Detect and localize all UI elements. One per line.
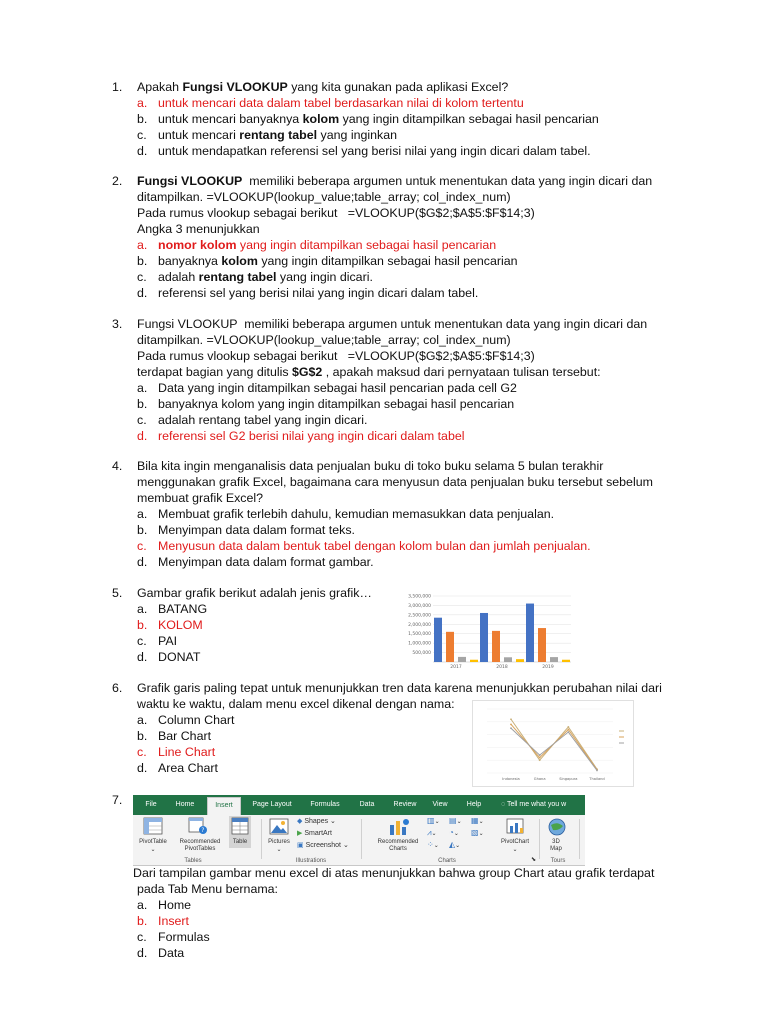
data-point [510, 718, 512, 720]
statistic-chart-dropdown[interactable]: ▦⌄ [471, 816, 484, 825]
option-c[interactable]: c. adalah rentang tabel yang ingin dicari. [137, 413, 368, 427]
y-tick-label: 1,500,000 [408, 632, 431, 638]
option-b[interactable]: b. untuk mencari banyaknya kolom yang ingin ditampilkan sebagai hasil pencarian [137, 112, 599, 126]
tab-review[interactable]: Review [393, 801, 417, 808]
option-d[interactable]: d. referensi sel yang berisi nilai yang ingin dicari dalam tabel. [137, 286, 479, 300]
option-c[interactable]: c. Formulas [137, 930, 210, 944]
chevron-down-icon: ⌄ [150, 847, 156, 853]
option-d[interactable]: d. referensi sel G2 berisi nilai yang ingin dicari dalam tabel [137, 429, 465, 443]
question-stem: Dari tampilan gambar menu excel di atas menunjukkan bahwa group Chart atau grafik terdapat [133, 866, 655, 880]
x-tick-label: Thailand [589, 777, 605, 781]
lightbulb-icon: ◌ [501, 801, 507, 808]
question-stem-line: waktu ke waktu, dalam menu excel dikenal dengan nama: [137, 697, 455, 711]
table-icon[interactable] [231, 817, 249, 835]
tab-formulas[interactable]: Formulas [310, 801, 340, 808]
recommended-pivottables-button[interactable]: Recommended PivotTables [179, 839, 221, 852]
option-b[interactable]: b. Insert [137, 914, 189, 928]
bar [434, 618, 442, 662]
column-chart-dropdown[interactable]: ▥⌄ [427, 816, 440, 825]
option-c[interactable]: c. adalah rentang tabel yang ingin dicari. [137, 270, 373, 284]
bar [538, 628, 546, 662]
x-tick-label: Indonesia [502, 777, 520, 781]
line-chart-dropdown[interactable]: ⩘⌄ [427, 828, 437, 837]
chevron-down-icon: ⌄ [512, 847, 518, 853]
question-number: 5. [112, 586, 123, 600]
shapes-button[interactable]: ◆ Shapes ⌄ [297, 818, 336, 825]
pictures-button[interactable]: Pictures [268, 839, 290, 845]
group-separator [261, 819, 262, 859]
data-point [567, 729, 569, 731]
question-stem: Fungsi VLOOKUP memiliki beberapa argumen untuk menentukan data yang ingin dicari dan [137, 317, 648, 331]
excel-ribbon [133, 795, 585, 866]
question-number: 7. [112, 793, 123, 807]
data-point [567, 731, 569, 733]
option-a[interactable]: a. BATANG [137, 602, 208, 616]
question-stem-line: Angka 3 menunjukkan [137, 222, 260, 236]
option-c[interactable]: c. PAI [137, 634, 178, 648]
shapes-icon: ◆ [297, 818, 303, 825]
pivottable-button[interactable]: PivotTable [139, 839, 167, 845]
line-chart-image [472, 700, 634, 787]
y-tick-label: 2,000,000 [408, 622, 431, 628]
chevron-down-icon: ⌄ [276, 847, 282, 853]
bar [504, 657, 512, 662]
table-button[interactable]: Table [232, 839, 248, 845]
question-number: 1. [112, 80, 123, 94]
3d-map-icon[interactable] [547, 817, 567, 837]
group-label-illustrations: Illustrations [295, 858, 327, 864]
option-a[interactable]: a. untuk mencari data dalam tabel berdasarkan nilai di kolom tertentu [137, 96, 524, 110]
data-point [596, 770, 598, 772]
group-separator [361, 819, 362, 859]
question-stem: Bila kita ingin menganalisis data penjualan buku di toko buku selama 5 bulan terakhir [137, 459, 604, 473]
question-stem: Gambar grafik berikut adalah jenis grafik… [137, 586, 372, 600]
y-tick-label: 3,500,000 [408, 594, 431, 600]
tab-file[interactable]: File [145, 801, 157, 808]
recommended-pivottables-icon[interactable] [188, 817, 208, 835]
question-stem-line: terdapat bagian yang ditulis $G$2 , apakah maksud dari pernyataan tulisan tersebut: [137, 365, 601, 379]
tab-view[interactable]: View [432, 801, 448, 808]
question-stem-line: menggunakan grafik Excel, bagaimana cara menyusun data penjualan buku tersebut sebelum [137, 475, 653, 489]
group-label-tours: Tours [550, 858, 566, 864]
recommended-charts-button[interactable]: Recommended Charts [377, 839, 419, 852]
option-b[interactable]: b. banyaknya kolom yang ingin ditampilkan sebagai hasil pencarian [137, 254, 518, 268]
x-tick-label: 2019 [542, 665, 554, 670]
option-a[interactable]: a. Home [137, 898, 192, 912]
tab-insert[interactable]: Insert [207, 797, 241, 815]
data-point [510, 723, 512, 725]
combo-chart-dropdown[interactable]: ▧⌄ [471, 828, 484, 837]
pivotchart-button[interactable]: PivotChart [500, 839, 529, 845]
option-d[interactable]: d. Data [137, 946, 185, 960]
bar [550, 657, 558, 662]
smartart-button[interactable]: ▶ SmartArt [297, 830, 332, 837]
option-d[interactable]: d. untuk mendapatkan referensi sel yang berisi nilai yang ingin dicari dalam tabel. [137, 144, 591, 158]
column-chart-image [399, 588, 575, 670]
bar [516, 659, 524, 662]
bar [562, 660, 570, 662]
tab-page-layout[interactable]: Page Layout [252, 801, 292, 808]
bar [492, 631, 500, 662]
x-tick-label: 2017 [450, 665, 462, 670]
data-point [539, 754, 541, 756]
option-d[interactable]: d. DONAT [137, 650, 201, 664]
question-stem-line: ditampilkan. =VLOOKUP(lookup_value;table_array; col_index_num) [137, 190, 511, 204]
option-b[interactable]: b. banyaknya kolom yang ingin ditampilkan sebagai hasil pencarian [137, 397, 515, 411]
option-a[interactable]: a. nomor kolom yang ingin ditampilkan sebagai hasil pencarian [137, 238, 497, 252]
option-c[interactable]: c. untuk mencari rentang tabel yang inginkan [137, 128, 397, 142]
option-a[interactable]: a. Membuat grafik terlebih dahulu, kemudian memasukkan data penjualan. [137, 507, 555, 521]
svg-text:?: ? [201, 827, 205, 834]
series-line [511, 724, 597, 769]
x-tick-label: Singapura [559, 777, 578, 781]
option-b[interactable]: b. Bar Chart [137, 729, 212, 743]
bar [480, 613, 488, 662]
line-chart-svg [473, 701, 633, 786]
pivotchart-icon[interactable] [505, 817, 527, 837]
bar [470, 660, 478, 662]
option-d[interactable]: d. Area Chart [137, 761, 218, 775]
y-tick-label: 2,500,000 [408, 613, 431, 619]
data-point [539, 757, 541, 759]
group-label-tables: Tables [184, 858, 202, 864]
column-chart-svg [399, 588, 575, 670]
y-tick-label: 500,000 [412, 651, 431, 657]
ribbon-tab-bar [133, 795, 585, 815]
question-stem: Fungsi VLOOKUP memiliki beberapa argumen untuk menentukan data yang ingin dicari dan [137, 174, 653, 188]
question-number: 3. [112, 317, 123, 331]
option-a[interactable]: a. Column Chart [137, 713, 235, 727]
tab-data[interactable]: Data [359, 801, 375, 808]
option-c[interactable]: c. Line Chart [137, 745, 216, 759]
data-point [510, 727, 512, 729]
tab-help[interactable]: Help [466, 801, 482, 808]
scatter-chart-dropdown[interactable]: ⁘⌄ [427, 840, 439, 849]
option-c[interactable]: c. Menyusun data dalam bentuk tabel dengan kolom bulan dan jumlah penjualan. [137, 539, 591, 553]
question-stem-line: Pada rumus vlookup sebagai berikut =VLOOKUP($G$2;$A$5:$F$14;3) [137, 206, 535, 220]
tab-home[interactable]: Home [175, 801, 195, 808]
data-point [567, 726, 569, 728]
question-number: 2. [112, 174, 123, 188]
screenshot-button[interactable]: ▣ Screenshot ⌄ [297, 842, 349, 849]
question-stem-line: membuat grafik Excel? [137, 491, 264, 505]
smartart-icon: ▶ [297, 830, 303, 837]
group-label-charts: Charts [438, 858, 456, 864]
x-tick-label: Ghana [533, 777, 546, 781]
question-stem-line: pada Tab Menu bernama: [137, 882, 278, 896]
question-number: 4. [112, 459, 123, 473]
option-b[interactable]: b. Menyimpan data dalam format teks. [137, 523, 355, 537]
y-tick-label: 3,000,000 [408, 603, 431, 609]
group-separator [579, 819, 580, 859]
3d-map-button[interactable]: 3D Map [550, 839, 562, 852]
question-stem-line: Pada rumus vlookup sebagai berikut =VLOOKUP($G$2;$A$5:$F$14;3) [137, 349, 535, 363]
bar [526, 604, 534, 662]
option-b[interactable]: b. KOLOM [137, 618, 203, 632]
hierarchy-chart-dropdown[interactable]: ▤⌄ [449, 816, 462, 825]
group-separator [539, 819, 540, 859]
option-d[interactable]: d. Menyimpan data dalam format gambar. [137, 555, 374, 569]
x-tick-label: 2018 [496, 665, 508, 670]
data-point [539, 759, 541, 761]
area-chart-dropdown[interactable]: ◭⌄ [449, 840, 461, 849]
question-stem: Grafik garis paling tepat untuk menunjukkan tren data karena menunjukkan perubahan nilai dari [137, 681, 662, 695]
question-stem: Apakah Fungsi VLOOKUP yang kita gunakan pada aplikasi Excel? [137, 80, 509, 94]
pie-chart-dropdown[interactable]: ◔⌄ [449, 828, 459, 837]
bar [446, 632, 454, 662]
pivottable-icon[interactable] [143, 817, 163, 835]
option-a[interactable]: a. Data yang ingin ditampilkan sebagai hasil pencarian pada cell G2 [137, 381, 517, 395]
screenshot-icon: ▣ [297, 842, 304, 849]
bar [458, 657, 466, 662]
question-stem-line: ditampilkan. =VLOOKUP(lookup_value;table_array; col_index_num) [137, 333, 511, 347]
y-tick-label: 1,000,000 [408, 641, 431, 647]
dialog-launcher-icon[interactable]: ⬊ [531, 857, 537, 863]
recommended-charts-icon[interactable] [388, 817, 410, 837]
pictures-icon[interactable] [269, 818, 289, 835]
question-number: 6. [112, 681, 123, 695]
tell-me-search[interactable]: ◌ Tell me what you w [501, 801, 567, 808]
